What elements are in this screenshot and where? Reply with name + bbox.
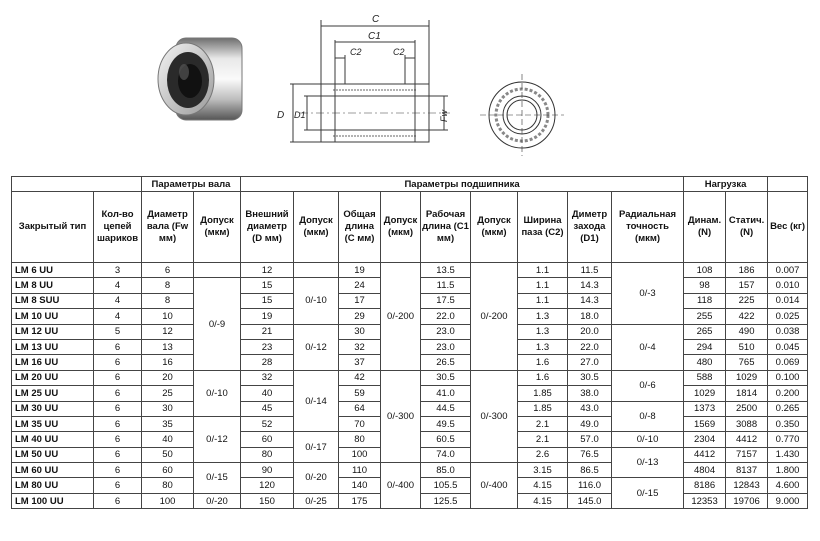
column-header: Закрытый тип xyxy=(12,192,94,263)
column-header: Допуск (мкм) xyxy=(471,192,518,263)
static-load-cell: 12843 xyxy=(726,478,768,493)
working-length-cell: 30.5 xyxy=(421,370,471,385)
model-cell: LM 35 UU xyxy=(12,416,94,431)
balls-cell: 6 xyxy=(94,478,142,493)
dim-c-label: C xyxy=(372,14,380,25)
entry-diameter-cell: 14.3 xyxy=(568,293,612,308)
outer-diameter-cell: 15 xyxy=(241,278,294,293)
model-cell: LM 13 UU xyxy=(12,339,94,354)
entry-diameter-cell: 20.0 xyxy=(568,324,612,339)
dim-c2-left-label: C2 xyxy=(350,47,362,57)
column-header: Статич. (N) xyxy=(726,192,768,263)
shaft-diameter-cell: 25 xyxy=(142,386,194,401)
groove-width-cell: 2.1 xyxy=(518,416,568,431)
radial-accuracy-cell: 0/-13 xyxy=(612,447,684,478)
working-length-tolerance-cell: 0/-300 xyxy=(471,370,518,462)
weight-cell: 0.350 xyxy=(768,416,808,431)
outer-tolerance-cell: 0/-20 xyxy=(294,463,339,494)
static-load-cell: 186 xyxy=(726,263,768,278)
groove-width-cell: 1.3 xyxy=(518,324,568,339)
outer-tolerance-cell xyxy=(294,263,339,278)
static-load-cell: 8137 xyxy=(726,463,768,478)
outer-diameter-cell: 45 xyxy=(241,401,294,416)
static-load-cell: 1029 xyxy=(726,370,768,385)
entry-diameter-cell: 22.0 xyxy=(568,339,612,354)
working-length-cell: 85.0 xyxy=(421,463,471,478)
outer-diameter-cell: 90 xyxy=(241,463,294,478)
shaft-diameter-cell: 60 xyxy=(142,463,194,478)
balls-cell: 6 xyxy=(94,370,142,385)
shaft-diameter-cell: 100 xyxy=(142,493,194,508)
balls-cell: 6 xyxy=(94,447,142,462)
group-header-bearing: Параметры подшипника xyxy=(241,177,684,192)
weight-cell: 0.069 xyxy=(768,355,808,370)
balls-cell: 6 xyxy=(94,493,142,508)
balls-cell: 5 xyxy=(94,324,142,339)
weight-cell: 0.010 xyxy=(768,278,808,293)
weight-cell: 0.014 xyxy=(768,293,808,308)
outer-diameter-cell: 80 xyxy=(241,447,294,462)
radial-accuracy-cell: 0/-8 xyxy=(612,401,684,432)
balls-cell: 3 xyxy=(94,263,142,278)
entry-diameter-cell: 27.0 xyxy=(568,355,612,370)
working-length-tolerance-cell: 0/-400 xyxy=(471,463,518,509)
outer-diameter-cell: 60 xyxy=(241,432,294,447)
dynamic-load-cell: 1029 xyxy=(684,386,726,401)
outer-diameter-cell: 150 xyxy=(241,493,294,508)
balls-cell: 6 xyxy=(94,432,142,447)
outer-diameter-cell: 15 xyxy=(241,293,294,308)
group-header-shaft: Параметры вала xyxy=(142,177,241,192)
groove-width-cell: 1.85 xyxy=(518,401,568,416)
static-load-cell: 3088 xyxy=(726,416,768,431)
total-length-cell: 37 xyxy=(339,355,381,370)
shaft-diameter-cell: 8 xyxy=(142,293,194,308)
shaft-diameter-cell: 16 xyxy=(142,355,194,370)
weight-cell: 0.200 xyxy=(768,386,808,401)
groove-width-cell: 1.1 xyxy=(518,278,568,293)
length-tolerance-cell: 0/-300 xyxy=(381,370,421,462)
outer-diameter-cell: 28 xyxy=(241,355,294,370)
model-cell: LM 60 UU xyxy=(12,463,94,478)
column-header: Рабочая длина (C1 мм) xyxy=(421,192,471,263)
model-cell: LM 80 UU xyxy=(12,478,94,493)
working-length-cell: 13.5 xyxy=(421,263,471,278)
dynamic-load-cell: 255 xyxy=(684,309,726,324)
working-length-cell: 49.5 xyxy=(421,416,471,431)
balls-cell: 4 xyxy=(94,293,142,308)
groove-width-cell: 2.6 xyxy=(518,447,568,462)
radial-accuracy-cell: 0/-4 xyxy=(612,324,684,370)
total-length-cell: 64 xyxy=(339,401,381,416)
dim-c1-label: C1 xyxy=(368,31,381,42)
entry-diameter-cell: 145.0 xyxy=(568,493,612,508)
entry-diameter-cell: 14.3 xyxy=(568,278,612,293)
dynamic-load-cell: 98 xyxy=(684,278,726,293)
groove-width-cell: 1.1 xyxy=(518,263,568,278)
entry-diameter-cell: 38.0 xyxy=(568,386,612,401)
balls-cell: 6 xyxy=(94,386,142,401)
groove-width-cell: 1.3 xyxy=(518,309,568,324)
groove-width-cell: 4.15 xyxy=(518,478,568,493)
working-length-cell: 23.0 xyxy=(421,324,471,339)
table-row xyxy=(12,263,808,278)
working-length-cell: 74.0 xyxy=(421,447,471,462)
end-view-drawing xyxy=(480,74,564,156)
spec-table xyxy=(11,176,808,509)
weight-cell: 9.000 xyxy=(768,493,808,508)
weight-cell: 1.430 xyxy=(768,447,808,462)
entry-diameter-cell: 11.5 xyxy=(568,263,612,278)
outer-tolerance-cell: 0/-25 xyxy=(294,493,339,508)
total-length-cell: 24 xyxy=(339,278,381,293)
model-cell: LM 40 UU xyxy=(12,432,94,447)
column-header: Вес (кг) xyxy=(768,192,808,263)
outer-diameter-cell: 120 xyxy=(241,478,294,493)
working-length-cell: 105.5 xyxy=(421,478,471,493)
entry-diameter-cell: 116.0 xyxy=(568,478,612,493)
total-length-cell: 29 xyxy=(339,309,381,324)
model-cell: LM 25 UU xyxy=(12,386,94,401)
weight-cell: 0.045 xyxy=(768,339,808,354)
dim-d1-label: D1 xyxy=(294,110,306,120)
working-length-cell: 23.0 xyxy=(421,339,471,354)
static-load-cell: 7157 xyxy=(726,447,768,462)
working-length-cell: 17.5 xyxy=(421,293,471,308)
total-length-cell: 80 xyxy=(339,432,381,447)
model-cell: LM 100 UU xyxy=(12,493,94,508)
column-header: Динам. (N) xyxy=(684,192,726,263)
weight-cell: 0.038 xyxy=(768,324,808,339)
shaft-tolerance-cell: 0/-12 xyxy=(194,416,241,462)
static-load-cell: 157 xyxy=(726,278,768,293)
column-header: Радиальная точность (мкм) xyxy=(612,192,684,263)
shaft-diameter-cell: 80 xyxy=(142,478,194,493)
shaft-diameter-cell: 30 xyxy=(142,401,194,416)
balls-cell: 6 xyxy=(94,355,142,370)
total-length-cell: 140 xyxy=(339,478,381,493)
outer-diameter-cell: 21 xyxy=(241,324,294,339)
entry-diameter-cell: 49.0 xyxy=(568,416,612,431)
shaft-diameter-cell: 13 xyxy=(142,339,194,354)
dynamic-load-cell: 2304 xyxy=(684,432,726,447)
shaft-diameter-cell: 40 xyxy=(142,432,194,447)
outer-diameter-cell: 32 xyxy=(241,370,294,385)
column-header: Общая длина (C мм) xyxy=(339,192,381,263)
total-length-cell: 17 xyxy=(339,293,381,308)
static-load-cell: 4412 xyxy=(726,432,768,447)
total-length-cell: 32 xyxy=(339,339,381,354)
dim-fw-label: Fw xyxy=(439,110,449,122)
total-length-cell: 110 xyxy=(339,463,381,478)
balls-cell: 6 xyxy=(94,339,142,354)
entry-diameter-cell: 18.0 xyxy=(568,309,612,324)
weight-cell: 0.265 xyxy=(768,401,808,416)
dynamic-load-cell: 4412 xyxy=(684,447,726,462)
groove-width-cell: 1.6 xyxy=(518,355,568,370)
model-cell: LM 6 UU xyxy=(12,263,94,278)
column-header: Внешний диаметр (D мм) xyxy=(241,192,294,263)
dynamic-load-cell: 8186 xyxy=(684,478,726,493)
working-length-tolerance-cell: 0/-200 xyxy=(471,263,518,371)
working-length-cell: 60.5 xyxy=(421,432,471,447)
total-length-cell: 70 xyxy=(339,416,381,431)
shaft-diameter-cell: 8 xyxy=(142,278,194,293)
total-length-cell: 100 xyxy=(339,447,381,462)
working-length-cell: 22.0 xyxy=(421,309,471,324)
dynamic-load-cell: 588 xyxy=(684,370,726,385)
groove-width-cell: 2.1 xyxy=(518,432,568,447)
balls-cell: 6 xyxy=(94,416,142,431)
radial-accuracy-cell: 0/-10 xyxy=(612,432,684,447)
model-cell: LM 20 UU xyxy=(12,370,94,385)
shaft-diameter-cell: 12 xyxy=(142,324,194,339)
static-load-cell: 225 xyxy=(726,293,768,308)
dynamic-load-cell: 4804 xyxy=(684,463,726,478)
balls-cell: 4 xyxy=(94,309,142,324)
dynamic-load-cell: 1373 xyxy=(684,401,726,416)
groove-width-cell: 1.3 xyxy=(518,339,568,354)
model-cell: LM 30 UU xyxy=(12,401,94,416)
working-length-cell: 44.5 xyxy=(421,401,471,416)
outer-tolerance-cell: 0/-10 xyxy=(294,278,339,324)
total-length-cell: 175 xyxy=(339,493,381,508)
static-load-cell: 1814 xyxy=(726,386,768,401)
balls-cell: 6 xyxy=(94,401,142,416)
outer-diameter-cell: 19 xyxy=(241,309,294,324)
model-cell: LM 8 SUU xyxy=(12,293,94,308)
weight-cell: 0.100 xyxy=(768,370,808,385)
radial-accuracy-cell: 0/-6 xyxy=(612,370,684,401)
dynamic-load-cell: 108 xyxy=(684,263,726,278)
dynamic-load-cell: 265 xyxy=(684,324,726,339)
shaft-diameter-cell: 20 xyxy=(142,370,194,385)
column-header: Кол-во цепей шариков xyxy=(94,192,142,263)
total-length-cell: 42 xyxy=(339,370,381,385)
static-load-cell: 510 xyxy=(726,339,768,354)
shaft-diameter-cell: 6 xyxy=(142,263,194,278)
shaft-diameter-cell: 50 xyxy=(142,447,194,462)
model-cell: LM 16 UU xyxy=(12,355,94,370)
group-header-load: Нагрузка xyxy=(684,177,768,192)
shaft-tolerance-cell xyxy=(194,263,241,278)
radial-accuracy-cell: 0/-3 xyxy=(612,263,684,325)
column-header: Диаметр вала (Fw мм) xyxy=(142,192,194,263)
shaft-tolerance-cell: 0/-9 xyxy=(194,278,241,370)
model-cell: LM 12 UU xyxy=(12,324,94,339)
static-load-cell: 765 xyxy=(726,355,768,370)
dynamic-load-cell: 12353 xyxy=(684,493,726,508)
entry-diameter-cell: 76.5 xyxy=(568,447,612,462)
model-cell: LM 50 UU xyxy=(12,447,94,462)
entry-diameter-cell: 43.0 xyxy=(568,401,612,416)
outer-diameter-cell: 12 xyxy=(241,263,294,278)
shaft-diameter-cell: 10 xyxy=(142,309,194,324)
dim-c2-right-label: C2 xyxy=(393,47,405,57)
column-header: Допуск (мкм) xyxy=(194,192,241,263)
outer-diameter-cell: 23 xyxy=(241,339,294,354)
groove-width-cell: 3.15 xyxy=(518,463,568,478)
length-tolerance-cell: 0/-400 xyxy=(381,463,421,509)
group-header-blank-right xyxy=(768,177,808,192)
table-row xyxy=(12,463,808,478)
balls-cell: 4 xyxy=(94,278,142,293)
outer-tolerance-cell: 0/-17 xyxy=(294,432,339,463)
working-length-cell: 11.5 xyxy=(421,278,471,293)
weight-cell: 0.007 xyxy=(768,263,808,278)
entry-diameter-cell: 57.0 xyxy=(568,432,612,447)
outer-diameter-cell: 40 xyxy=(241,386,294,401)
static-load-cell: 19706 xyxy=(726,493,768,508)
shaft-diameter-cell: 35 xyxy=(142,416,194,431)
dynamic-load-cell: 294 xyxy=(684,339,726,354)
outer-tolerance-cell: 0/-14 xyxy=(294,370,339,432)
shaft-tolerance-cell: 0/-10 xyxy=(194,370,241,416)
weight-cell: 1.800 xyxy=(768,463,808,478)
weight-cell: 0.025 xyxy=(768,309,808,324)
dynamic-load-cell: 480 xyxy=(684,355,726,370)
weight-cell: 4.600 xyxy=(768,478,808,493)
static-load-cell: 422 xyxy=(726,309,768,324)
groove-width-cell: 4.15 xyxy=(518,493,568,508)
bearing-photo xyxy=(158,38,242,120)
column-header: Диметр захода (D1) xyxy=(568,192,612,263)
column-header: Допуск (мкм) xyxy=(381,192,421,263)
working-length-cell: 26.5 xyxy=(421,355,471,370)
groove-width-cell: 1.1 xyxy=(518,293,568,308)
bearing-illustration xyxy=(0,0,820,176)
entry-diameter-cell: 30.5 xyxy=(568,370,612,385)
balls-cell: 6 xyxy=(94,463,142,478)
table-row xyxy=(12,370,808,385)
static-load-cell: 2500 xyxy=(726,401,768,416)
column-header: Ширина паза (C2) xyxy=(518,192,568,263)
shaft-tolerance-cell: 0/-15 xyxy=(194,463,241,494)
outer-tolerance-cell: 0/-12 xyxy=(294,324,339,370)
total-length-cell: 59 xyxy=(339,386,381,401)
dim-d-label: D xyxy=(277,110,285,121)
working-length-cell: 41.0 xyxy=(421,386,471,401)
column-header: Допуск (мкм) xyxy=(294,192,339,263)
total-length-cell: 19 xyxy=(339,263,381,278)
shaft-tolerance-cell: 0/-20 xyxy=(194,493,241,508)
groove-width-cell: 1.85 xyxy=(518,386,568,401)
weight-cell: 0.770 xyxy=(768,432,808,447)
working-length-cell: 125.5 xyxy=(421,493,471,508)
radial-accuracy-cell: 0/-15 xyxy=(612,478,684,509)
length-tolerance-cell: 0/-200 xyxy=(381,263,421,371)
group-header-blank xyxy=(12,177,142,192)
model-cell: LM 10 UU xyxy=(12,309,94,324)
dynamic-load-cell: 1569 xyxy=(684,416,726,431)
model-cell: LM 8 UU xyxy=(12,278,94,293)
dynamic-load-cell: 118 xyxy=(684,293,726,308)
outer-diameter-cell: 52 xyxy=(241,416,294,431)
total-length-cell: 30 xyxy=(339,324,381,339)
static-load-cell: 490 xyxy=(726,324,768,339)
groove-width-cell: 1.6 xyxy=(518,370,568,385)
entry-diameter-cell: 86.5 xyxy=(568,463,612,478)
